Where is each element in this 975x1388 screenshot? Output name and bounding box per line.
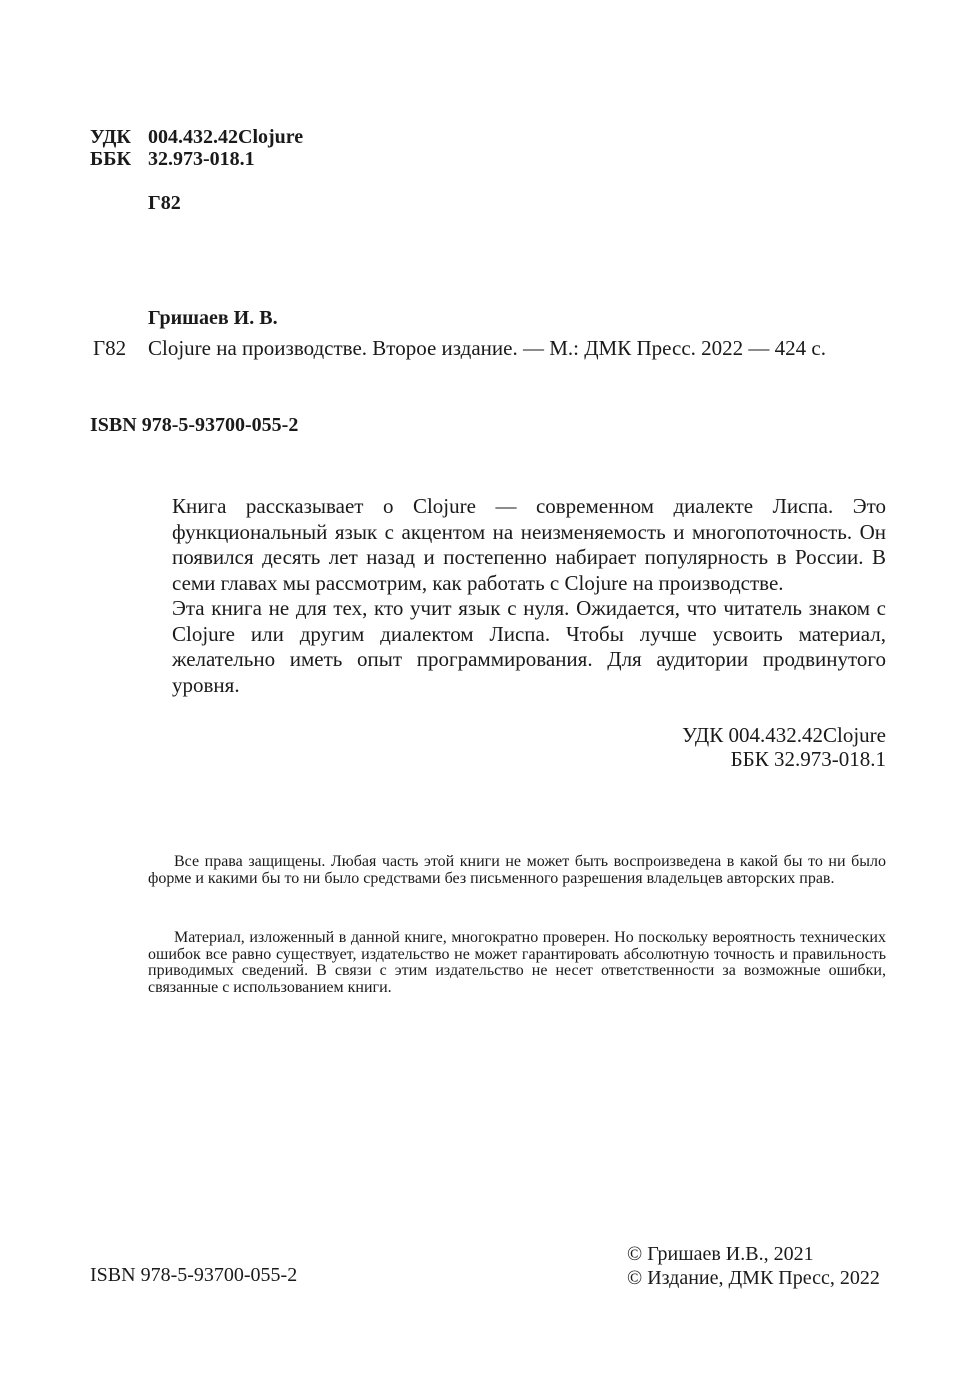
udk-line: УДК 004.432.42Clojure <box>682 723 886 747</box>
bbk-row <box>90 148 303 170</box>
classification-block-top <box>90 126 303 170</box>
bbk-value: 32.973-018.1 <box>148 148 255 170</box>
notice-paragraph: Все права защищены. Любая часть этой книги не может быть воспроизведена в какой бы то ни было форме и какими бы то ни было средствами без письменного разрешения владельцев авторских прав. <box>148 853 886 887</box>
copyright-notice <box>148 854 886 887</box>
annotation-paragraph: Эта книга не для тех, кто учит язык с нуля. Ожидается, что читатель знаком с Clojure или другим диалектом Лиспа. Чтобы лучше усвоить материал, желательно иметь опыт программирования. Для аудитории продвинутого уровня. <box>172 596 886 697</box>
bibliographic-description: Clojure на производстве. Второе издание. — М.: ДМК Пресс. 2022 — 424 с. <box>148 336 826 360</box>
author-name: Гришаев И. В. <box>148 307 278 329</box>
isbn-main: ISBN 978-5-93700-055-2 <box>90 414 299 436</box>
author-mark: Г82 <box>148 192 181 214</box>
copyright-author: © Гришаев И.В., 2021 <box>627 1243 814 1265</box>
udk-label: УДК <box>90 126 131 148</box>
footer-isbn: ISBN 978-5-93700-055-2 <box>90 1264 298 1286</box>
notice-paragraph: Материал, изложенный в данной книге, многократно проверен. Но поскольку вероятность технических ошибок все равно существует, издательство не может гарантировать абсолютную точность и правильность приводимых сведений. В связи с этим издательство не несет ответственности за возможные ошибки, связанные с использованием книги. <box>148 929 886 996</box>
bbk-line: ББК 32.973-018.1 <box>730 747 886 771</box>
bbk-label: ББК <box>90 148 131 170</box>
copyright-publisher: © Издание, ДМК Пресс, 2022 <box>627 1267 880 1289</box>
liability-notice <box>148 930 886 996</box>
classification-block-bottom <box>586 723 886 771</box>
udk-row <box>90 126 303 148</box>
annotation <box>172 494 886 698</box>
copyright-block <box>627 1242 880 1290</box>
udk-value: 004.432.42Clojure <box>148 126 304 148</box>
annotation-paragraph: Книга рассказывает о Clojure — современном диалекте Лиспа. Это функциональный язык с акцентом на неизменяемость и многопоточность. Он появился десять лет назад и постепенно набирает популярность в России. В семи главах мы рассмотрим, как работать с Clojure на производстве. <box>172 494 886 595</box>
bibliographic-code: Г82 <box>93 336 127 360</box>
